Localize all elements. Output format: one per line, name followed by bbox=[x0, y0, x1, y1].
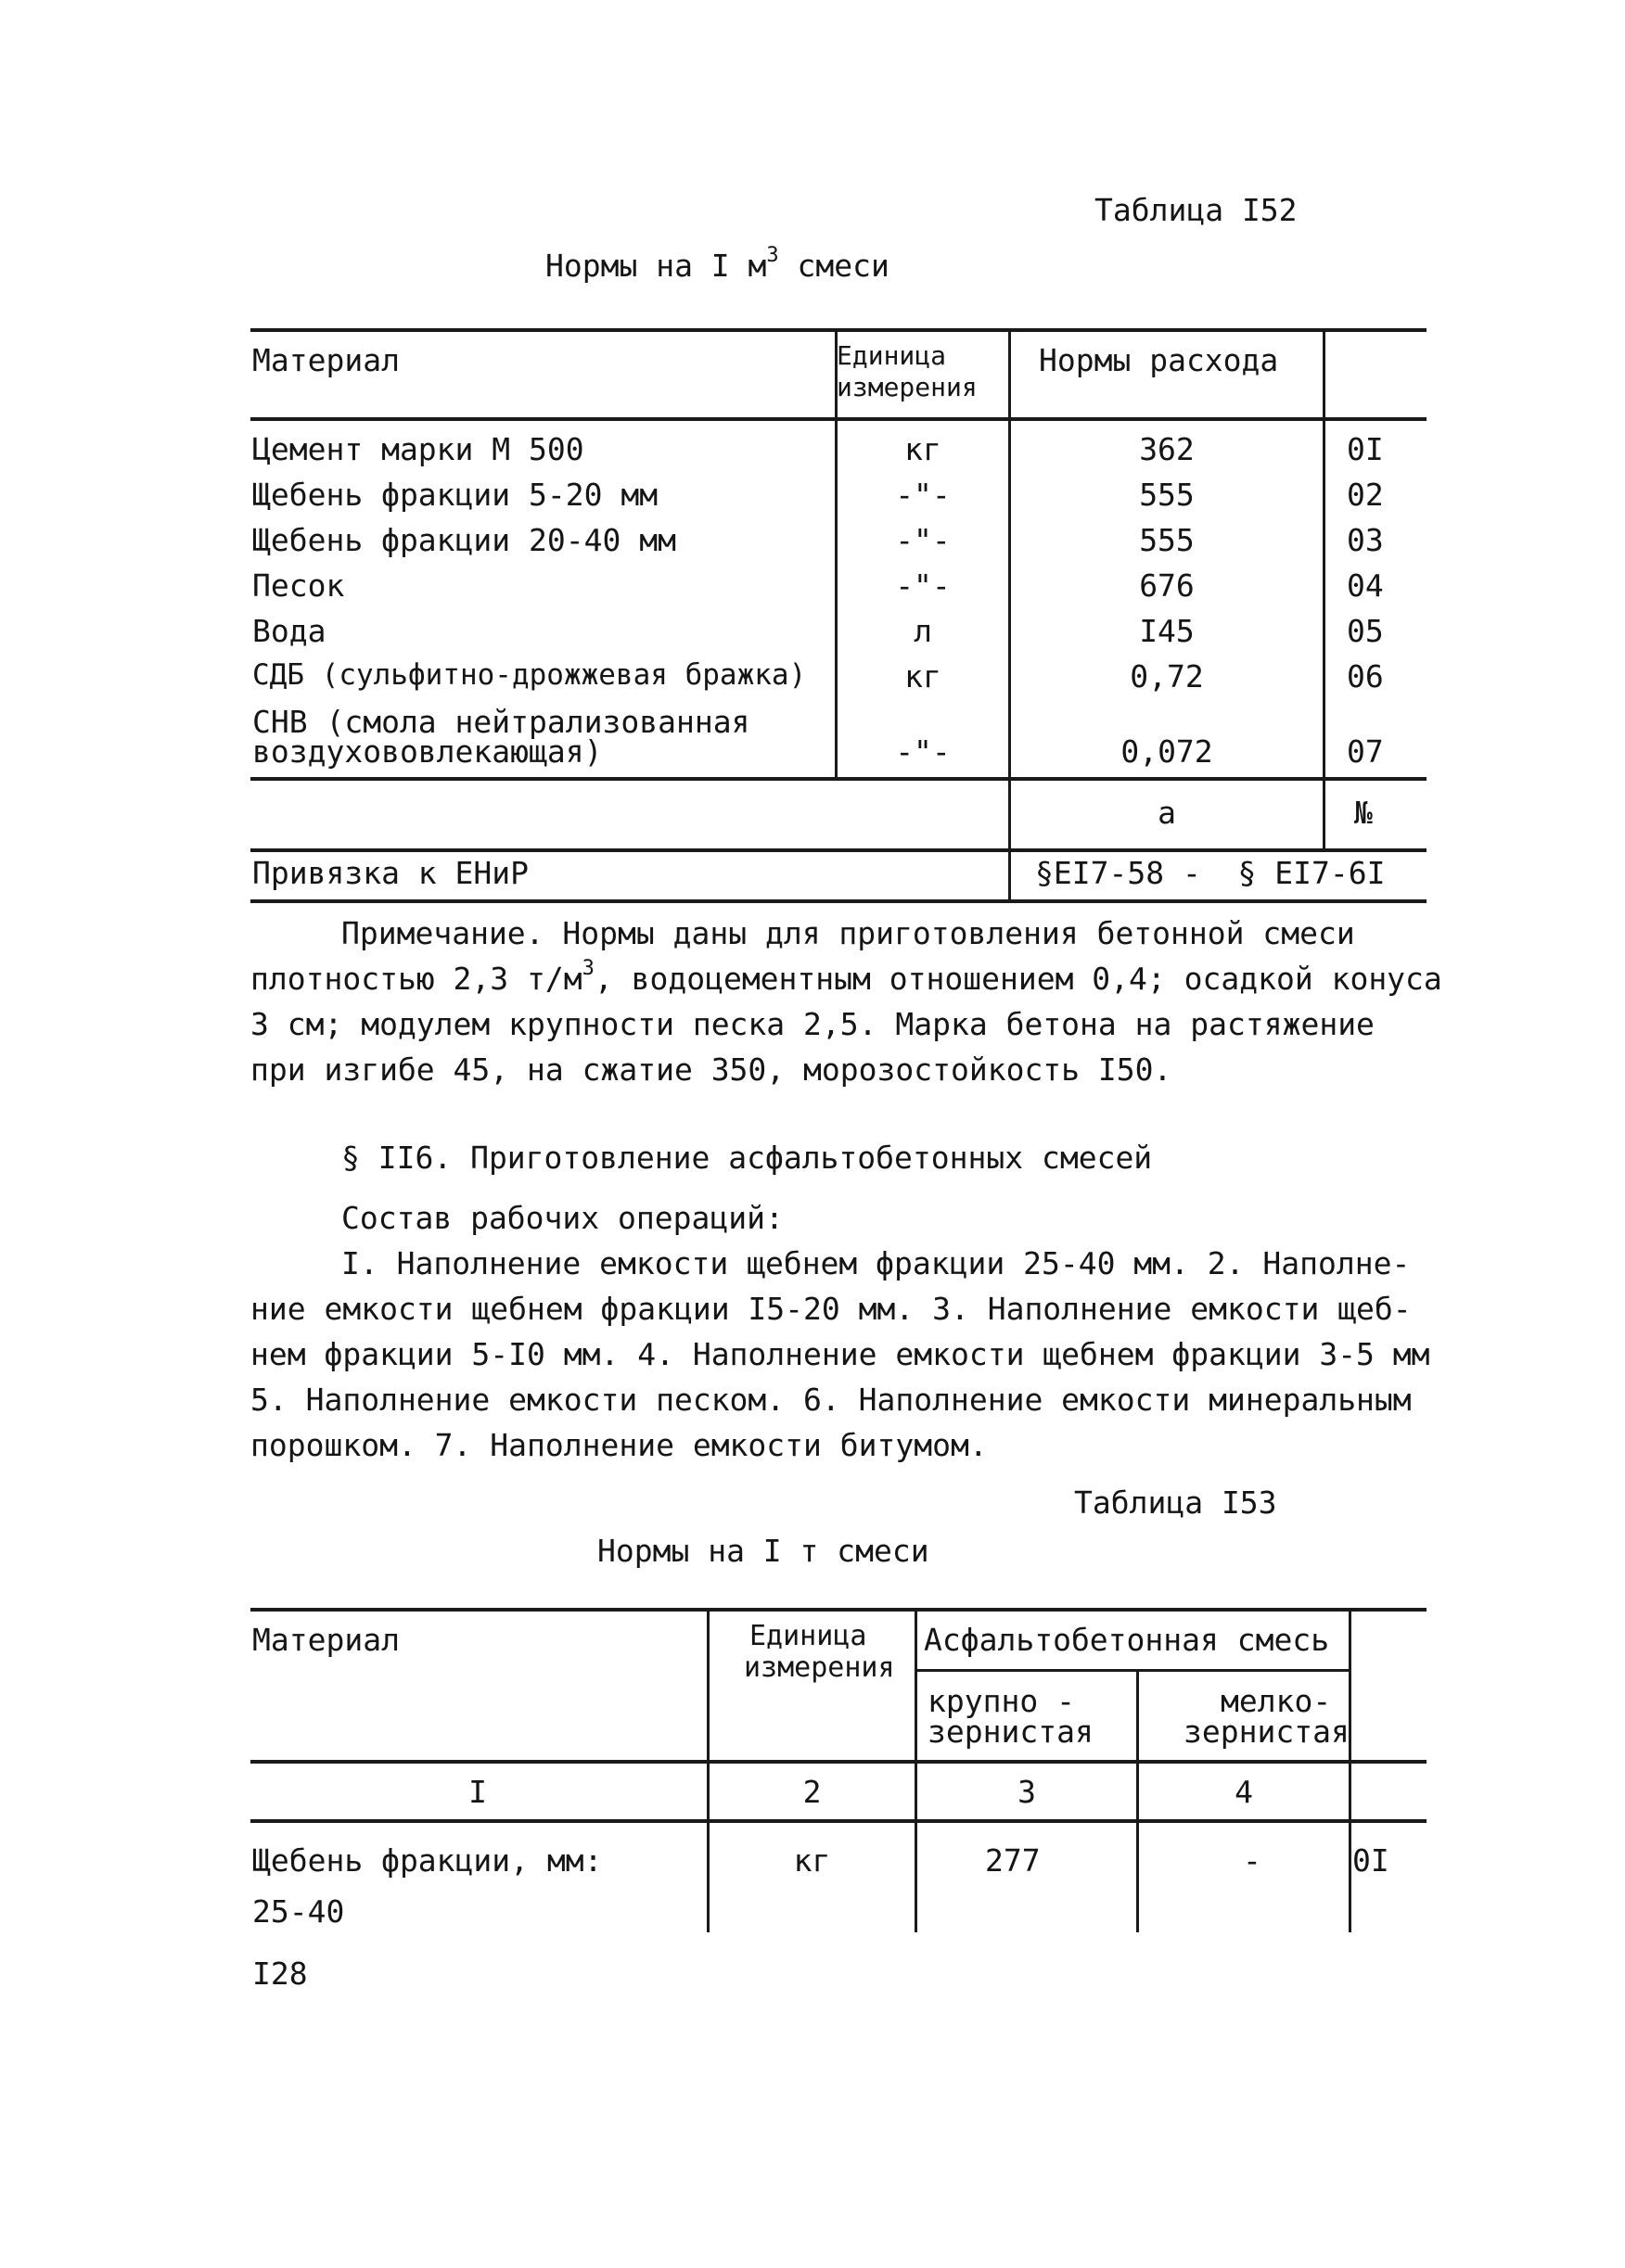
col-number: I bbox=[468, 1774, 487, 1810]
col-number: 4 bbox=[1235, 1774, 1253, 1810]
table-top-rule bbox=[250, 1608, 1427, 1612]
row-code: 05 bbox=[1347, 613, 1384, 649]
row-value: 555 bbox=[1139, 522, 1195, 558]
row-code: 03 bbox=[1347, 522, 1384, 558]
row-value: 0,72 bbox=[1130, 658, 1204, 694]
note-line: при изгибе 45, на сжатие 350, морозостойкость I50. bbox=[250, 1051, 1172, 1088]
binding-label: Привязка к ЕНиР bbox=[252, 855, 530, 891]
index-col-a: а bbox=[1158, 795, 1176, 831]
ops-title: Состав рабочих операций: bbox=[341, 1200, 784, 1236]
col-number: 2 bbox=[802, 1774, 822, 1810]
table-body-rule bbox=[250, 777, 1427, 781]
header-coarse-line1: крупно - bbox=[928, 1683, 1075, 1719]
table-top-rule bbox=[250, 328, 1427, 332]
row-code: 02 bbox=[1347, 477, 1384, 513]
row-code: 04 bbox=[1347, 567, 1384, 604]
page-number: I28 bbox=[252, 1956, 308, 1992]
binding-value: §EI7-58 - § EI7-6I bbox=[1035, 855, 1386, 891]
table-col-divider bbox=[1323, 328, 1325, 848]
table-header-rule bbox=[250, 417, 1427, 421]
row-value: 362 bbox=[1139, 431, 1195, 467]
table-153-caption: Нормы на I т смеси bbox=[597, 1533, 929, 1569]
row-material-cont: воздухововлекающая) bbox=[252, 733, 603, 770]
row-material: Цемент марки М 500 bbox=[252, 431, 584, 467]
table-index-rule bbox=[250, 848, 1427, 852]
table-152-label: Таблица I52 bbox=[1094, 192, 1298, 228]
row-code: 06 bbox=[1347, 658, 1384, 694]
header-fine-line2: зернистая bbox=[1184, 1714, 1350, 1750]
caption-superscript: 3 bbox=[766, 244, 779, 267]
table-152-caption bbox=[545, 244, 889, 284]
table-subheader-rule bbox=[916, 1669, 1350, 1672]
row-unit: -"- bbox=[895, 477, 951, 513]
header-unit-line1: Единица bbox=[837, 340, 947, 371]
row-code: 07 bbox=[1347, 733, 1384, 770]
header-unit-line2: измерения bbox=[837, 372, 978, 402]
header-unit-line1: Единица bbox=[749, 1620, 867, 1652]
table-col-divider bbox=[1349, 1608, 1351, 1932]
header-unit-line2: измерения bbox=[744, 1651, 895, 1684]
table-col-divider bbox=[915, 1608, 917, 1932]
row-unit: кг bbox=[904, 431, 941, 467]
index-col-no: № bbox=[1354, 795, 1373, 831]
row-unit: -"- bbox=[895, 733, 951, 770]
table-numbers-rule bbox=[250, 1819, 1427, 1823]
table-bottom-rule bbox=[250, 899, 1427, 903]
row-value: I45 bbox=[1139, 613, 1195, 649]
row-unit: -"- bbox=[895, 567, 951, 604]
header-fine-line1: мелко- bbox=[1221, 1683, 1332, 1719]
row-material: СДБ (сульфитно-дрожжевая бражка) bbox=[252, 658, 807, 692]
table-153-label: Таблица I53 bbox=[1074, 1484, 1277, 1521]
ops-line: 5. Наполнение емкости песком. 6. Наполнение емкости минеральным bbox=[250, 1382, 1412, 1418]
row-fine: - bbox=[1243, 1842, 1261, 1879]
header-coarse-line2: зернистая bbox=[928, 1714, 1094, 1750]
row-material: Щебень фракции, мм: bbox=[252, 1842, 603, 1879]
row-material: Щебень фракции 20-40 мм bbox=[252, 522, 676, 558]
header-norm: Нормы расхода bbox=[1039, 342, 1279, 378]
header-material: Материал bbox=[252, 1622, 400, 1658]
table-header-rule bbox=[250, 1760, 1427, 1764]
row-coarse: 277 bbox=[985, 1842, 1041, 1879]
col-number: 3 bbox=[1017, 1774, 1036, 1810]
row-material: Вода bbox=[252, 613, 326, 649]
row-unit: -"- bbox=[895, 522, 951, 558]
row-unit: кг bbox=[793, 1842, 831, 1879]
table-col-divider bbox=[707, 1608, 710, 1932]
row-material: Щебень фракции 5-20 мм bbox=[252, 477, 659, 513]
note-superscript: 3 bbox=[582, 957, 595, 980]
note-text: плотностью 2,3 т/м bbox=[250, 961, 582, 997]
note-line: Примечание. Нормы даны для приготовления бетонной смеси bbox=[341, 915, 1355, 951]
row-material: СНВ (смола нейтрализованная bbox=[252, 704, 750, 740]
row-code: 0I bbox=[1352, 1842, 1389, 1879]
note-line: 3 см; модулем крупности песка 2,5. Марка бетона на растяжение bbox=[250, 1006, 1375, 1042]
ops-line: порошком. 7. Наполнение емкости битумом. bbox=[250, 1427, 988, 1463]
row-value: 555 bbox=[1139, 477, 1195, 513]
header-material: Материал bbox=[252, 342, 400, 378]
header-mix: Асфальтобетонная смесь bbox=[924, 1622, 1330, 1658]
row-unit: л bbox=[914, 613, 932, 649]
row-unit: кг bbox=[904, 658, 941, 694]
row-value: 676 bbox=[1139, 567, 1195, 604]
caption-text: Нормы на I м bbox=[545, 248, 767, 284]
row-code: 0I bbox=[1347, 431, 1384, 467]
row-material-cont: 25-40 bbox=[252, 1893, 345, 1930]
ops-line: I. Наполнение емкости щебнем фракции 25-40 мм. 2. Наполне- bbox=[341, 1245, 1411, 1281]
ops-line: нем фракции 5-I0 мм. 4. Наполнение емкости щебнем фракции 3-5 мм bbox=[250, 1336, 1430, 1372]
row-material: Песок bbox=[252, 567, 345, 604]
row-value: 0,072 bbox=[1120, 733, 1213, 770]
note-text-end: , водоцементным отношением 0,4; осадкой конуса bbox=[594, 961, 1442, 997]
ops-line: ние емкости щебнем фракции I5-20 мм. 3. Наполнение емкости щеб- bbox=[250, 1291, 1412, 1327]
section-heading: § II6. Приготовление асфальтобетонных смесей bbox=[341, 1140, 1153, 1176]
caption-text-end: смеси bbox=[778, 248, 889, 284]
note-line bbox=[250, 957, 1442, 997]
